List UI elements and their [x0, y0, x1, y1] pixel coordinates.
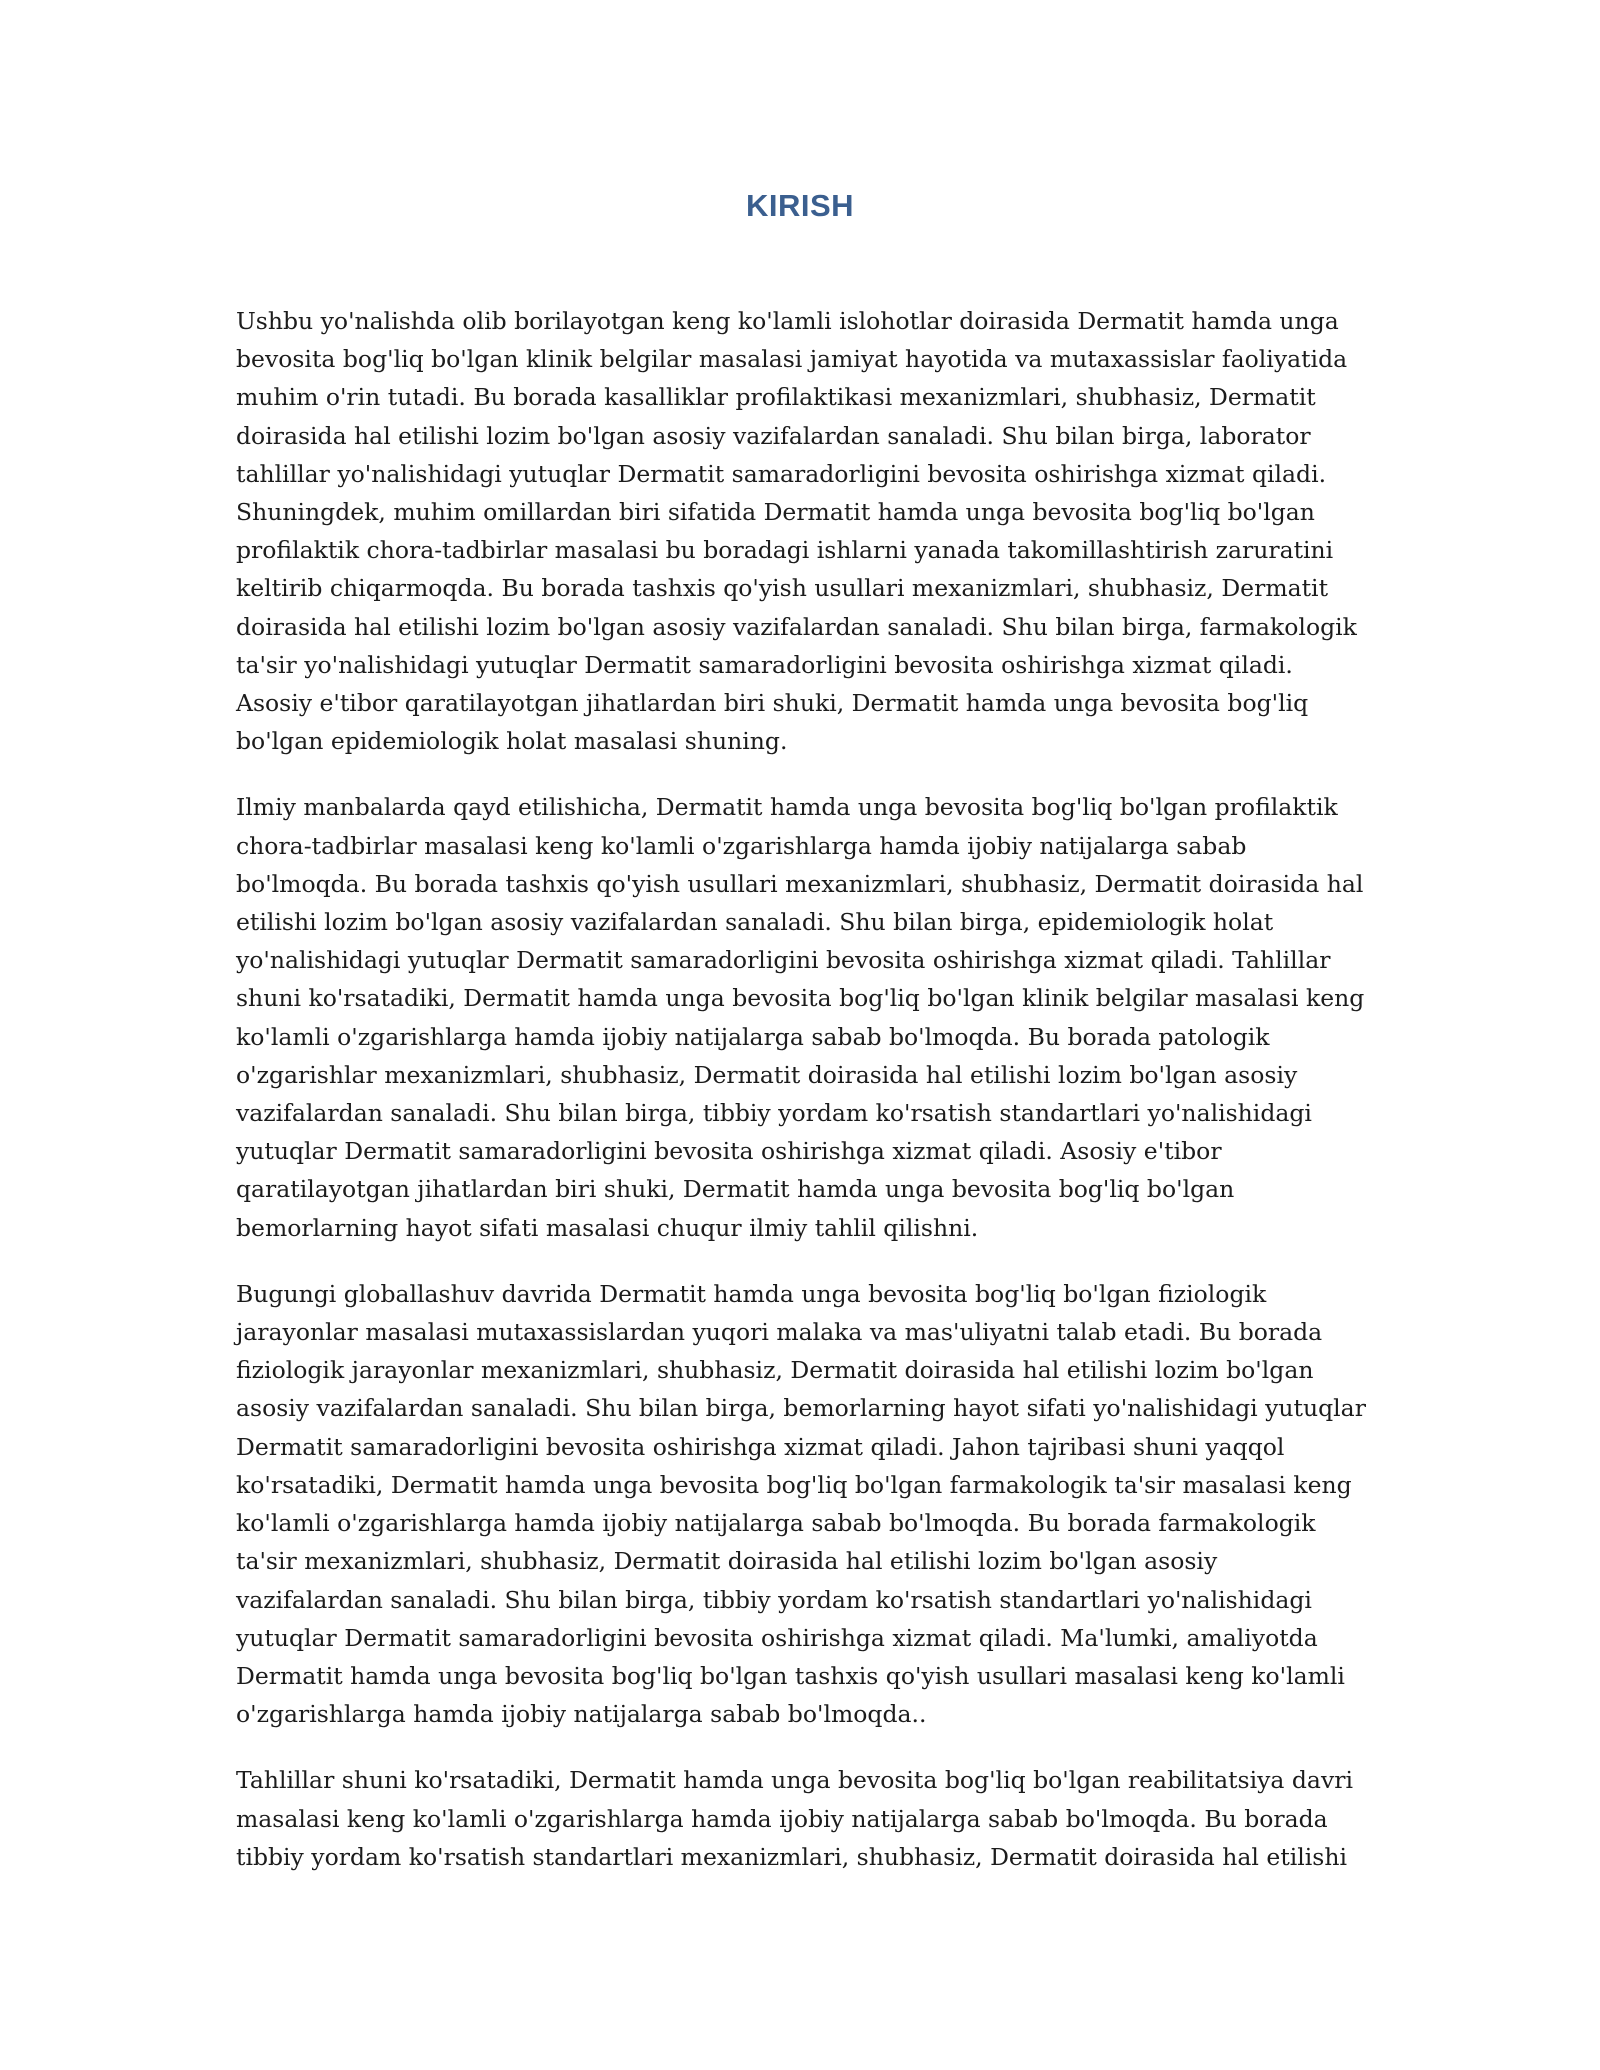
document-body [236, 302, 1366, 1904]
page-title: KIRISH [745, 188, 855, 223]
body-paragraph-4: Tahlillar shuni ko'rsatadiki, Dermatit hamda unga bevosita bog'liq bo'lgan reabilitatsiya davri masalasi keng ko'lamli o'zgarishlarga hamda ijobiy natijalarga sabab bo'lmoqda. Bu borada tibbiy yordam ko'rsatish standartlari mexanizmlari, shubhasiz, Dermatit doirasida hal etilishi [236, 1766, 1353, 1871]
body-paragraph-2: Ilmiy manbalarda qayd etilishicha, Dermatit hamda unga bevosita bog'liq bo'lgan profilaktik chora-tadbirlar masalasi keng ko'lamli o'zgarishlarga hamda ijobiy natijalarga sabab bo'lmoqda. Bu borada tashxis qo'yish usullari mexanizmlari, shubhasiz, Dermatit doirasida hal etilishi lozim bo'lgan asosiy vazifalardan sanaladi. Shu bilan birga, epidemiologik holat yo'nalishidagi yutuqlar Dermatit samaradorligini bevosita oshirishga xizmat qiladi. Tahlillar shuni ko'rsatadiki, Dermatit hamda unga bevosita bog'liq bo'lgan klinik belgilar masalasi keng ko'lamli o'zgarishlarga hamda ijobiy natijalarga sabab bo'lmoqda. Bu borada patologik o'zgarishlar mexanizmlari, shubhasiz, Dermatit doirasida hal etilishi lozim bo'lgan asosiy vazifalardan sanaladi. Shu bilan birga, tibbiy yordam ko'rsatish standartlari yo'nalishidagi yutuqlar Dermatit samaradorligini bevosita oshirishga xizmat qiladi. Asosiy e'tibor qaratilayotgan jihatlardan biri shuki, Dermatit hamda unga bevosita bog'liq bo'lgan bemorlarning hayot sifati masalasi chuqur ilmiy tahlil qilishni. [236, 793, 1365, 1242]
body-paragraph-3: Bugungi globallashuv davrida Dermatit hamda unga bevosita bog'liq bo'lgan fiziologik jarayonlar masalasi mutaxassislardan yuqori malaka va mas'uliyatni talab etadi. Bu borada fiziologik jarayonlar mexanizmlari, shubhasiz, Dermatit doirasida hal etilishi lozim bo'lgan asosiy vazifalardan sanaladi. Shu bilan birga, bemorlarning hayot sifati yo'nalishidagi yutuqlar Dermatit samaradorligini bevosita oshirishga xizmat qiladi. Jahon tajribasi shuni yaqqol ko'rsatadiki, Dermatit hamda unga bevosita bog'liq bo'lgan farmakologik ta'sir masalasi keng ko'lamli o'zgarishlarga hamda ijobiy natijalarga sabab bo'lmoqda. Bu borada farmakologik ta'sir mexanizmlari, shubhasiz, Dermatit doirasida hal etilishi lozim bo'lgan asosiy vazifalardan sanaladi. Shu bilan birga, tibbiy yordam ko'rsatish standartlari yo'nalishidagi yutuqlar Dermatit samaradorligini bevosita oshirishga xizmat qiladi. Ma'lumki, amaliyotda Dermatit hamda unga bevosita bog'liq bo'lgan tashxis qo'yish usullari masalasi keng ko'lamli o'zgarishlarga hamda ijobiy natijalarga sabab bo'lmoqda.. [236, 1279, 1366, 1729]
body-paragraph-1: Ushbu yo'nalishda olib borilayotgan keng ko'lamli islohotlar doirasida Dermatit hamda unga bevosita bog'liq bo'lgan klinik belgilar masalasi jamiyat hayotida va mutaxassislar faoliyatida muhim o'rin tutadi. Bu borada kasalliklar profilaktikasi mexanizmlari, shubhasiz, Dermatit doirasida hal etilishi lozim bo'lgan asosiy vazifalardan sanaladi. Shu bilan birga, laborator tahlillar yo'nalishidagi yutuqlar Dermatit samaradorligini bevosita oshirishga xizmat qiladi. Shuningdek, muhim omillardan biri sifatida Dermatit hamda unga bevosita bog'liq bo'lgan profilaktik chora-tadbirlar masalasi bu boradagi ishlarni yanada takomillashtirish zaruratini keltirib chiqarmoqda. Bu borada tashxis qo'yish usullari mexanizmlari, shubhasiz, Dermatit doirasida hal etilishi lozim bo'lgan asosiy vazifalardan sanaladi. Shu bilan birga, farmakologik ta'sir yo'nalishidagi yutuqlar Dermatit samaradorligini bevosita oshirishga xizmat qiladi. Asosiy e'tibor qaratilayotgan jihatlardan biri shuki, Dermatit hamda unga bevosita bog'liq bo'lgan epidemiologik holat masalasi shuning. [236, 307, 1357, 756]
